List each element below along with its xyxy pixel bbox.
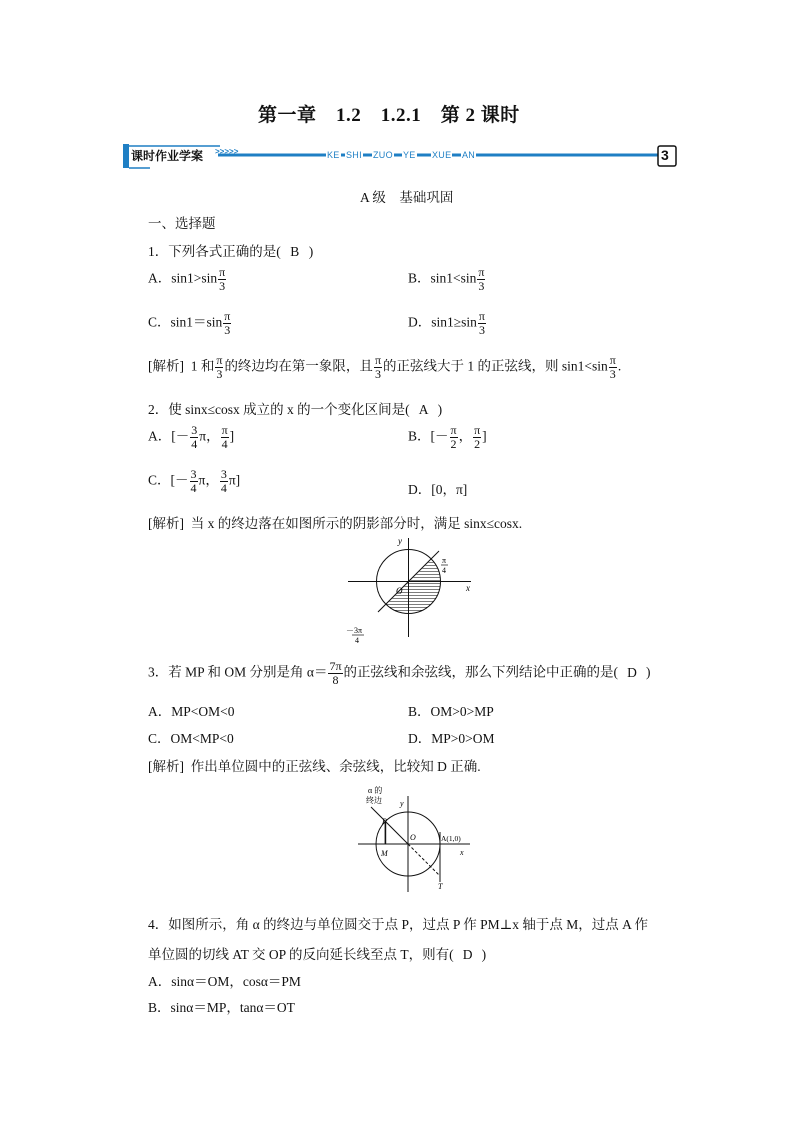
banner-label: 课时作业学案 — [131, 149, 204, 163]
option-1b: B．sin1<sin $\frac{\pi}{3}$ — [408, 265, 485, 293]
fraction: $\frac{\pi}{3}$ — [374, 353, 381, 381]
answer-badge: B — [290, 244, 300, 259]
x-label: x — [460, 848, 464, 857]
banner-arrows: >>>>> — [215, 147, 239, 156]
analysis-tag: [解析] — [148, 358, 184, 374]
fraction: $\frac{7\pi}{8}$ — [329, 659, 342, 687]
answer-badge: A — [418, 402, 429, 417]
fraction: $\frac{\pi}{3}$ — [609, 353, 616, 381]
pinyin-syllable: AN — [462, 150, 476, 160]
fraction: $\frac{\pi}{3}$ — [216, 353, 223, 381]
answer-badge: D — [462, 947, 473, 962]
analysis-tag: [解析] — [148, 516, 184, 531]
question-3-stem: 3．若 MP 和 OM 分别是角 α＝ $\frac{7\pi}{8}$ 的正弦线和余弦线，那么下列结论中正确的是( D ) — [148, 659, 651, 687]
pinyin-syllable: SHI — [346, 150, 362, 160]
option-4b: B．sinα＝MP，tanα＝OT — [148, 1000, 295, 1015]
alpha-label: 终边 — [366, 796, 382, 805]
fraction: $\frac{\pi}{2}$ — [474, 423, 481, 451]
question-4-line2: 单位圆的切线 AT 交 OP 的反向延长线至点 T，则有( D ) — [148, 947, 487, 962]
fraction: $\frac{3}{4}$ — [191, 423, 198, 451]
option-2a: A．[－ $\frac{3}{4}$ π， $\frac{\pi}{4}$ ] — [148, 423, 235, 451]
analysis-1: [解析] 1 和 $\frac{\pi}{3}$ 的终边均在第一象限，且 $\frac{\pi}{3}$ 的正弦线大于 1 的正弦线，则 sin1<sin $\frac{\pi}{3}$ . — [148, 353, 622, 381]
question-2-stem: 2．使 sinx≤cosx 成立的 x 的一个变化区间是( A ) — [148, 402, 443, 417]
banner-graphic — [120, 142, 680, 172]
pinyin-syllable: XUE — [432, 150, 452, 160]
level-heading: A 级 基础巩固 — [360, 190, 454, 205]
fraction: $\frac{3}{4}$ — [220, 467, 227, 495]
option-2d: D．[0，π] — [408, 482, 468, 497]
option-1c: C．sin1＝sin $\frac{\pi}{3}$ — [148, 309, 231, 337]
point-p-label: P — [382, 817, 387, 826]
angle-label-neg3pi: －3π — [346, 626, 363, 635]
option-3c: C．OM<MP<0 — [148, 731, 234, 746]
y-label: y — [400, 799, 404, 808]
page-title: 第一章 1.2 1.2.1 第 2 课时 — [258, 105, 520, 126]
angle-label-four: 4 — [442, 566, 446, 575]
fraction: $\frac{\pi}{3}$ — [478, 265, 485, 293]
angle-label-pi: π — [442, 556, 447, 565]
option-1d: D．sin1≥sin $\frac{\pi}{3}$ — [408, 309, 485, 337]
fraction: $\frac{\pi}{4}$ — [221, 423, 228, 451]
point-a-label: A(1,0) — [441, 834, 461, 843]
x-label: x — [466, 583, 470, 593]
fraction: $\frac{3}{4}$ — [190, 467, 197, 495]
option-1a: A．sin1>sin $\frac{\pi}{3}$ — [148, 265, 226, 293]
pinyin-syllable: ZUO — [373, 150, 393, 160]
fraction: $\frac{\pi}{3}$ — [478, 309, 485, 337]
analysis-tag: [解析] — [148, 759, 184, 774]
question-4-line1: 4．如图所示，角 α 的终边与单位圆交于点 P，过点 P 作 PM⊥x 轴于点 M，过点 A 作 — [148, 917, 649, 932]
answer-badge: D — [627, 664, 637, 680]
pinyin-syllable: KE — [327, 150, 340, 160]
angle-label-neg-four: 4 — [355, 636, 359, 644]
figure-sin-le-cos — [338, 532, 488, 644]
banner-badge: 3 — [661, 147, 669, 163]
fraction: $\frac{\pi}{3}$ — [224, 309, 231, 337]
banner-left-bar — [123, 144, 129, 168]
origin-label: O — [410, 833, 416, 842]
option-2b: B．[－ $\frac{\pi}{2}$ ， $\frac{\pi}{2}$ ] — [408, 423, 487, 451]
option-3d: D．MP>0>OM — [408, 731, 495, 746]
analysis-2: [解析] 当 x 的终边落在如图所示的阴影部分时，满足 sinx≤cosx. — [148, 516, 523, 531]
shaded-region — [386, 559, 441, 614]
fraction: $\frac{\pi}{3}$ — [219, 265, 226, 293]
fraction: $\frac{\pi}{2}$ — [450, 423, 457, 451]
option-4a: A．sinα＝OM，cosα＝PM — [148, 974, 301, 989]
analysis-3: [解析] 作出单位圆中的正弦线、余弦线，比较知 D 正确. — [148, 759, 481, 774]
section-heading: 一、选择题 — [148, 216, 216, 231]
option-3b: B．OM>0>MP — [408, 704, 494, 719]
point-t-label: T — [438, 882, 443, 891]
origin-label: O — [396, 586, 403, 596]
option-3a: A．MP<OM<0 — [148, 704, 235, 719]
y-label: y — [398, 536, 402, 546]
question-1-stem: 1．下列各式正确的是( B ) — [148, 244, 314, 259]
figure-trig-lines — [338, 782, 478, 894]
option-2c: C．[－ $\frac{3}{4}$ π， $\frac{3}{4}$ π] — [148, 467, 241, 495]
point-m-label: M — [381, 849, 388, 858]
alpha-label: α 的 — [368, 786, 383, 795]
pinyin-syllable: YE — [403, 150, 416, 160]
